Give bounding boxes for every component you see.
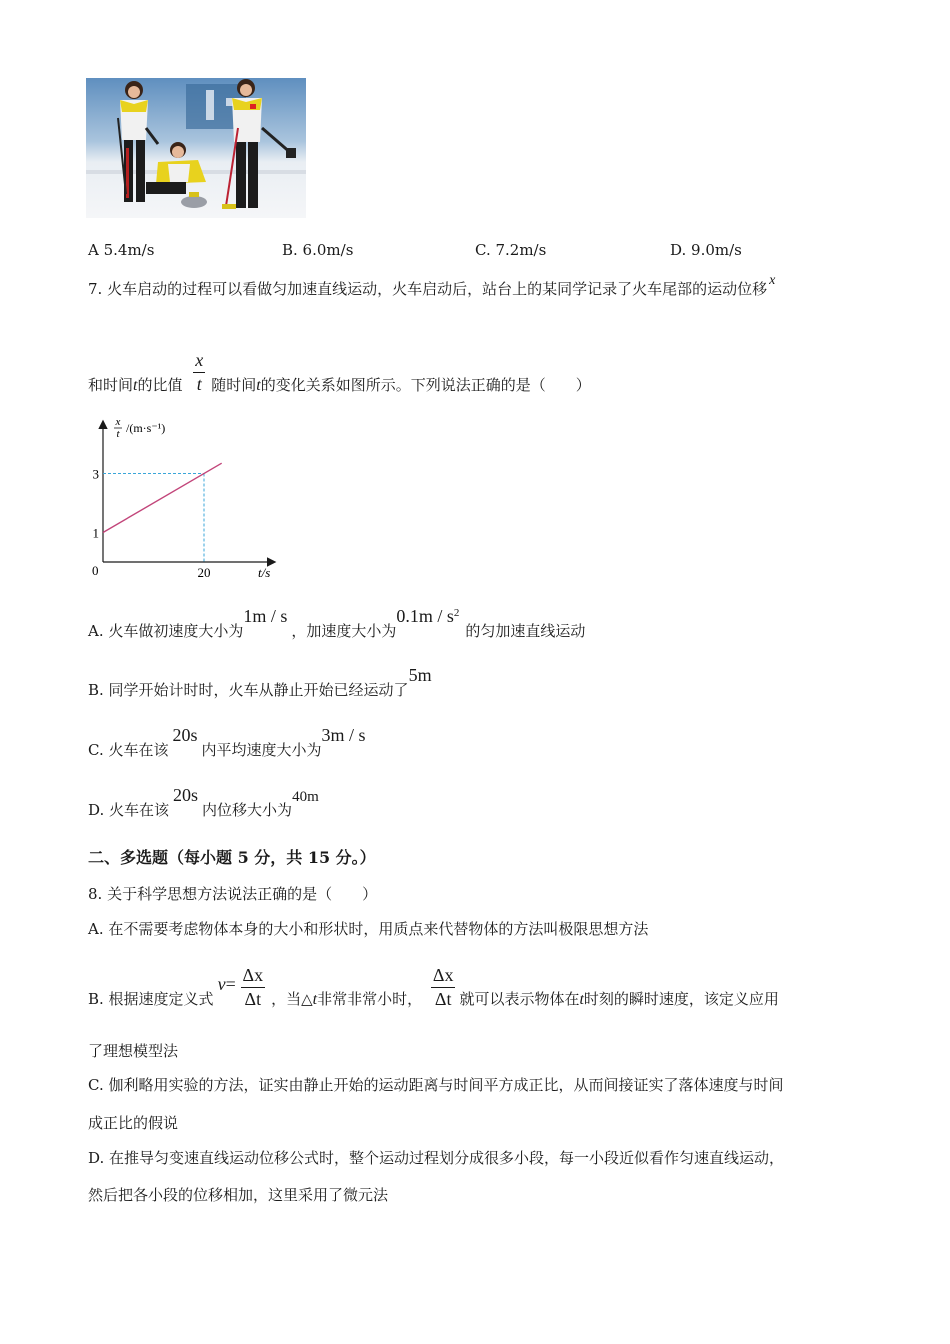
q7-option-c: C. 火车在该20s内平均速度大小为3m / s [88,725,366,759]
q8-option-a: A. 在不需要考虑物体本身的大小和形状时，用质点来代替物体的方法叫极限思想方法 [88,920,649,938]
q8-option-c-line2: 成正比的假说 [88,1114,179,1132]
y-label-num: x [115,416,121,428]
q8-option-d-line2: 然后把各小段的位移相加，这里采用了微元法 [88,1186,389,1204]
q7-option-a: A. 火车做初速度大小为1m / s，加速度大小为$0.1m / s^2$的匀加速直线运动 [88,606,586,640]
q6-option-a: A 5.4m/s [88,241,155,259]
x-over-t-fraction: $\frac{x}{t}$ [195,350,204,394]
q8-option-b-line2: 了理想模型法 [88,1042,179,1060]
origin-label: 0 [92,563,99,578]
x-axis-label: t/s [258,565,271,580]
q8-option-b: B. 根据速度定义式v= $\frac{\Delta x}{\Delta t}$ ，当△t非常非常小时， $\frac{\Delta x}{\Delta t}$ 就可以表示物体在t时刻的瞬时速度，该定义应用 [88,965,779,1009]
q6-option-b: B. 6.0m/s [282,241,354,259]
y-tick-label: 1 [92,525,99,541]
q8-ratio-fraction: $\frac{\Delta x}{\Delta t}$ [432,965,454,1009]
x-tick-label: 20 [197,565,211,580]
q8-velocity-fraction: $\frac{\Delta x}{\Delta t}$ [242,965,264,1009]
q8-stem: 8. 关于科学思想方法说法正确的是（ ） [88,885,378,903]
curling-photo [86,78,306,218]
q7-chart [86,412,286,584]
q6-option-d: D. 9.0m/s [670,241,742,259]
q8-option-c-line1: C. 伽利略用实验的方法，证实由静止开始的运动距离与时间平方成正比，从而间接证实了落体速度与时间 [88,1076,784,1094]
y-label-den: t [116,428,120,440]
section2-heading: 二、多选题（每小题 5 分，共 15 分。） [88,848,376,867]
q7-stem-line1: 7. 火车启动的过程可以看做匀加速直线运动，火车启动后，站台上的某同学记录了火车尾部的运动位移 $^x$ [88,273,776,298]
q8-option-d-line1: D. 在推导匀变速直线运动位移公式时，整个运动过程划分成很多小段，每一小段近似看作匀速直线运动， [88,1149,785,1167]
y-tick-label: 3 [92,466,99,482]
q7-option-b: B. 同学开始计时时，火车从静止开始已经运动了5m [88,665,432,699]
q7-option-d: D. 火车在该20s内位移大小为40m [88,785,319,819]
q6-option-c: C. 7.2m/s [475,241,547,259]
q7-stem-line2: 和时间t的比值 $\frac{x}{t}$ 随时间t的变化关系如图所示。下列说法正确的是（ ） [88,350,591,394]
y-label-unit: /(m·s⁻¹) [126,421,166,435]
